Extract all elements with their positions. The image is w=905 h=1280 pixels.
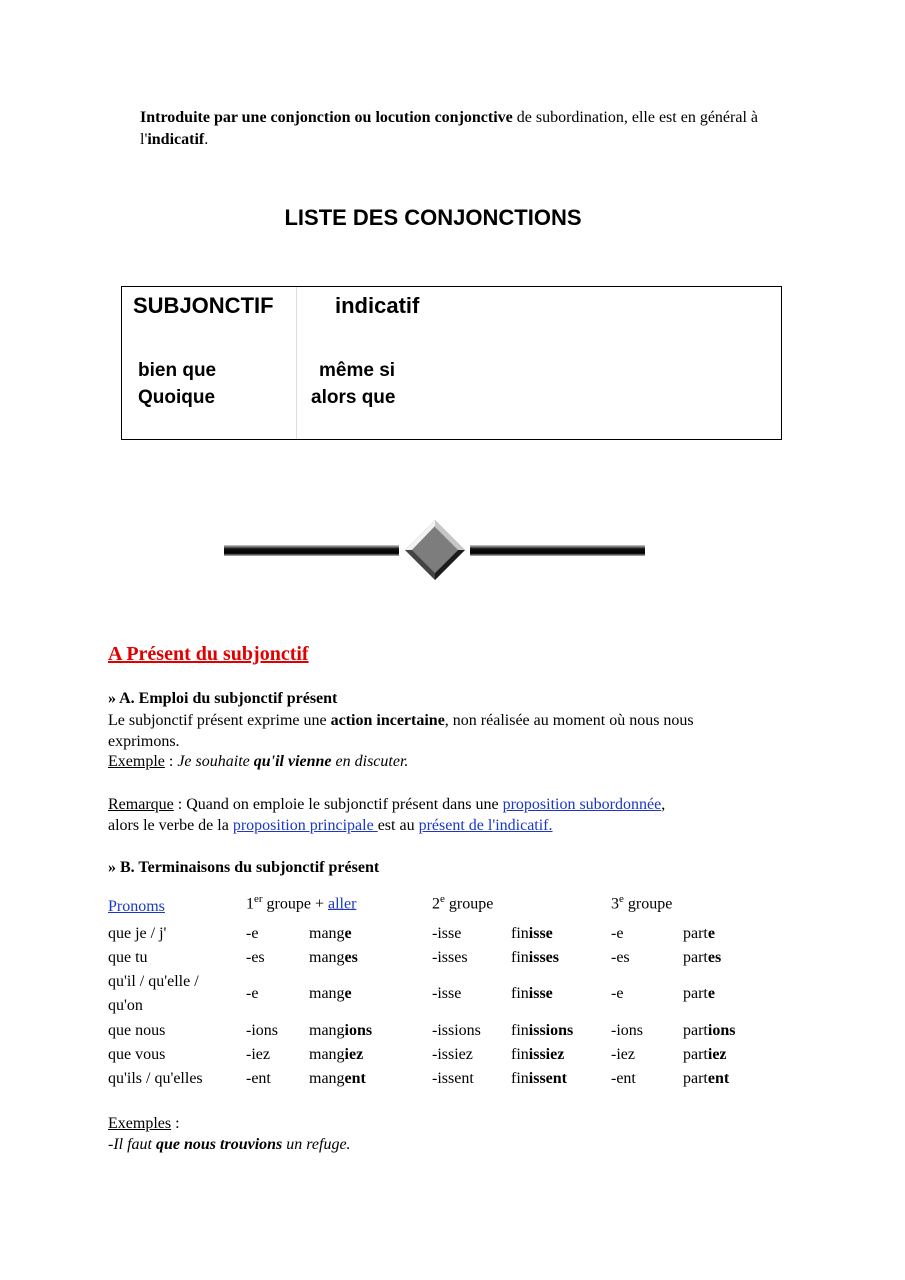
row-verb-g1 <box>309 982 352 1006</box>
row-ending-g2: -issent <box>432 1070 474 1087</box>
row-pronoun-cont: qu'on <box>108 997 143 1014</box>
verb-ending: ent <box>344 1070 366 1087</box>
exemples-line <box>108 1134 351 1155</box>
row-ending-g3: -iez <box>611 1046 635 1063</box>
intro-bold-1: Introduite par une conjonction ou locution conjonctive <box>140 109 513 126</box>
verb-stem: fin <box>511 1022 529 1039</box>
verb-ending: e <box>707 925 715 942</box>
exemples-text-a: -Il faut <box>108 1136 156 1153</box>
group1-sup: er <box>254 893 263 905</box>
row-ending-g3: -ent <box>611 1070 636 1087</box>
verb-stem: mang <box>309 925 345 942</box>
conj-subj-1: bien que <box>138 360 217 381</box>
row-ending-g1: -e <box>246 985 259 1002</box>
verb-ending: e <box>707 985 715 1002</box>
remarque-text-1: : Quand on emploie le subjonctif présent dans une <box>173 796 503 813</box>
emploi-heading: » A. Emploi du subjonctif présent <box>108 690 338 707</box>
row-pronoun: que tu <box>108 949 148 966</box>
emploi-paragraph <box>108 710 748 752</box>
remarque-label: Remarque <box>108 796 174 813</box>
emploi-text-c: , non réalisée au moment où nous nous exprimons. <box>108 712 694 750</box>
row-ending-g1: -e <box>246 925 259 942</box>
row-verb-g2 <box>511 1019 573 1043</box>
verb-ending: es <box>344 949 358 966</box>
remarque-line-2 <box>108 815 553 836</box>
decorative-divider <box>224 518 646 584</box>
row-verb-g2 <box>511 922 553 946</box>
verb-stem: fin <box>511 1070 529 1087</box>
verb-ending: ent <box>707 1070 730 1087</box>
group3-number: 3 <box>611 895 619 913</box>
row-pronoun: que nous <box>108 1022 166 1039</box>
row-verb-g3 <box>683 982 715 1006</box>
verb-ending: isse <box>528 985 553 1002</box>
liste-title: LISTE DES CONJONCTIONS <box>284 205 582 230</box>
verb-stem: part <box>683 1022 708 1039</box>
verb-ending: iez <box>707 1046 727 1063</box>
row-ending-g1: -ions <box>246 1022 278 1039</box>
verb-ending: iez <box>344 1046 364 1063</box>
link-proposition-principale[interactable]: proposition principale <box>232 817 378 834</box>
row-ending-g2: -issiez <box>432 1046 473 1063</box>
verb-stem: mang <box>309 949 345 966</box>
conj-ind-2: alors que <box>311 387 396 408</box>
row-verb-g1 <box>309 1067 366 1091</box>
row-pronoun: que vous <box>108 1046 166 1063</box>
exemples-text-c: un refuge. <box>282 1136 351 1153</box>
conj-subj-2: Quoique <box>138 387 216 408</box>
group3-sup: e <box>619 893 624 905</box>
group1-text: groupe + <box>262 895 328 913</box>
verb-ending: ions <box>344 1022 373 1039</box>
verb-ending: isse <box>528 925 553 942</box>
remarque-comma: , <box>661 796 666 813</box>
verb-stem: mang <box>309 985 345 1002</box>
link-present-indicatif[interactable]: présent de l'indicatif. <box>418 817 553 834</box>
link-pronoms[interactable]: Pronoms <box>108 898 165 915</box>
verb-ending: e <box>344 925 352 942</box>
group1-number: 1 <box>246 895 254 913</box>
verb-stem: mang <box>309 1022 345 1039</box>
verb-stem: fin <box>511 925 529 942</box>
row-ending-g3: -ions <box>611 1022 643 1039</box>
verb-stem: fin <box>511 949 529 966</box>
conjunction-table <box>121 286 782 440</box>
exemples-text-bold: que nous trouvions <box>156 1136 283 1153</box>
row-verb-g1 <box>309 1019 372 1043</box>
verb-stem: fin <box>511 1046 529 1063</box>
row-verb-g3 <box>683 922 715 946</box>
verb-stem: part <box>683 925 708 942</box>
exemples-label-line <box>108 1113 180 1134</box>
group1-header <box>246 893 356 913</box>
exemple-line <box>108 751 408 772</box>
pronoms-header <box>108 898 165 916</box>
row-ending-g2: -isse <box>432 985 462 1002</box>
verb-ending: ions <box>707 1022 736 1039</box>
exemple-colon: : <box>164 753 178 770</box>
row-verb-g3 <box>683 1019 735 1043</box>
intro-paragraph <box>140 107 765 151</box>
group2-header <box>432 893 493 913</box>
verb-stem: mang <box>309 1070 345 1087</box>
row-verb-g2 <box>511 982 553 1006</box>
row-ending-g2: -isse <box>432 925 462 942</box>
intro-bold-2: indicatif <box>147 131 205 148</box>
link-aller[interactable]: aller <box>328 895 357 913</box>
row-pronoun: que je / j' <box>108 925 167 942</box>
intro-end: . <box>204 131 209 148</box>
remarque-line-1 <box>108 794 665 815</box>
verb-stem: part <box>683 985 708 1002</box>
verb-ending: issions <box>528 1022 574 1039</box>
row-verb-g2 <box>511 946 559 970</box>
row-verb-g2 <box>511 1043 564 1067</box>
verb-stem: fin <box>511 985 529 1002</box>
verb-stem: part <box>683 949 708 966</box>
row-ending-g3: -es <box>611 949 630 966</box>
exemple-text-bold: qu'il vienne <box>253 753 332 770</box>
emploi-text-a: Le subjonctif présent exprime une <box>108 712 331 729</box>
exemples-colon: : <box>171 1115 180 1132</box>
group2-number: 2 <box>432 895 440 913</box>
group3-text: groupe <box>623 895 673 913</box>
subjonctif-header: SUBJONCTIF <box>133 293 274 318</box>
row-verb-g3 <box>683 1067 729 1091</box>
row-pronoun: qu'ils / qu'elles <box>108 1070 203 1087</box>
row-verb-g3 <box>683 946 721 970</box>
row-ending-g1: -ent <box>246 1070 271 1087</box>
remarque-text-4: est au <box>377 817 419 834</box>
verb-ending: isses <box>528 949 560 966</box>
verb-stem: mang <box>309 1046 345 1063</box>
intro-text-1: de subordination, elle est en général à l' <box>140 109 759 148</box>
verb-ending: es <box>707 949 722 966</box>
exemple-label: Exemple <box>108 753 165 770</box>
row-ending-g2: -issions <box>432 1022 481 1039</box>
exemples-label: Exemples <box>108 1115 172 1132</box>
verb-ending: issent <box>528 1070 568 1087</box>
group3-header <box>611 893 672 913</box>
row-ending-g3: -e <box>611 985 624 1002</box>
verb-stem: part <box>683 1046 708 1063</box>
conj-ind-1: même si <box>319 360 396 381</box>
verb-ending: issiez <box>528 1046 565 1063</box>
indicatif-header: indicatif <box>335 293 420 318</box>
row-verb-g1 <box>309 922 352 946</box>
remarque-text-3: alors le verbe de la <box>108 817 233 834</box>
section-title: A Présent du subjonctif <box>108 643 309 665</box>
row-verb-g2 <box>511 1067 567 1091</box>
row-ending-g1: -iez <box>246 1046 270 1063</box>
column-separator <box>296 287 297 439</box>
exemple-text-c: en discuter. <box>331 753 409 770</box>
row-ending-g1: -es <box>246 949 265 966</box>
exemple-text-a: Je souhaite <box>177 753 254 770</box>
row-ending-g3: -e <box>611 925 624 942</box>
group2-text: groupe <box>444 895 494 913</box>
row-pronoun: qu'il / qu'elle / <box>108 973 199 990</box>
verb-ending: e <box>344 985 352 1002</box>
row-verb-g1 <box>309 1043 363 1067</box>
group2-sup: e <box>440 893 445 905</box>
row-ending-g2: -isses <box>432 949 468 966</box>
link-proposition-subordonnee[interactable]: proposition subordonnée <box>502 796 662 813</box>
emploi-text-bold: action incertaine <box>330 712 445 729</box>
row-verb-g1 <box>309 946 358 970</box>
row-verb-g3 <box>683 1043 727 1067</box>
terminaisons-heading: » B. Terminaisons du subjonctif présent <box>108 859 380 876</box>
verb-stem: part <box>683 1070 708 1087</box>
